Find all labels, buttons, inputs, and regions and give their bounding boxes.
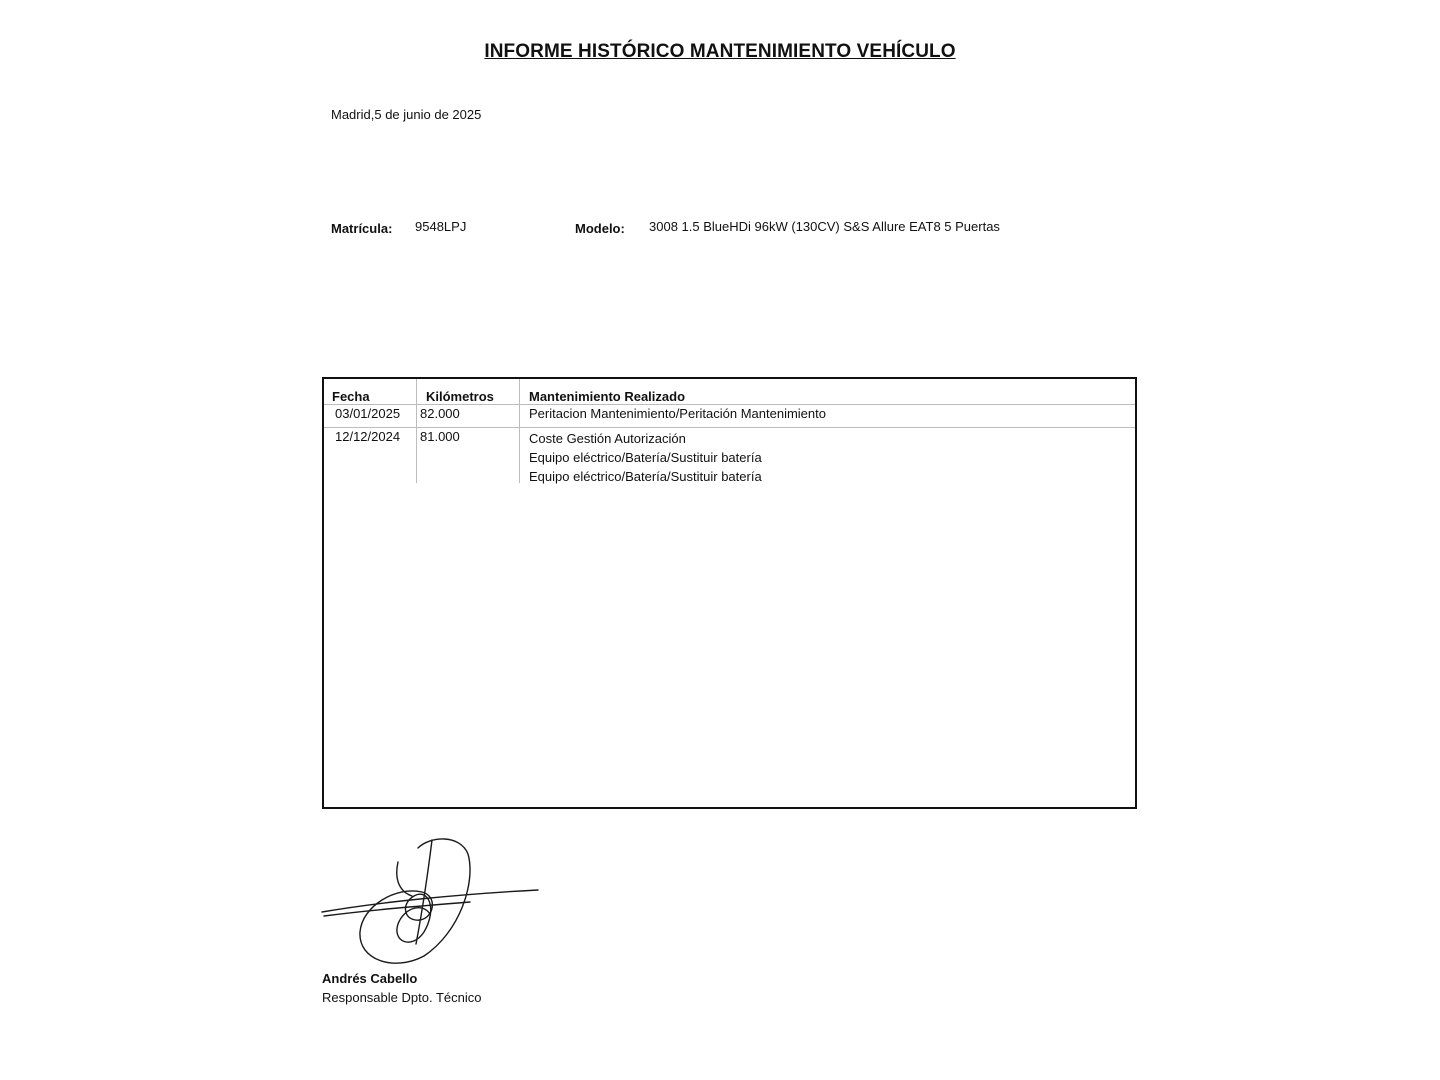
maintenance-table — [322, 377, 1137, 809]
plate-label: Matrícula: — [331, 221, 393, 236]
row-divider — [324, 427, 1135, 428]
signature-stroke — [360, 839, 470, 963]
row-work-item: Coste Gestión Autorización — [529, 431, 686, 446]
column-divider — [519, 379, 520, 483]
report-title: INFORME HISTÓRICO MANTENIMIENTO VEHÍCULO — [484, 41, 956, 62]
signer-role: Responsable Dpto. Técnico — [322, 990, 482, 1005]
row-km: 81.000 — [420, 429, 460, 444]
signer-name: Andrés Cabello — [322, 971, 418, 986]
row-work-item: Equipo eléctrico/Batería/Sustituir batería — [529, 469, 762, 484]
row-work-item: Equipo eléctrico/Batería/Sustituir batería — [529, 450, 762, 465]
header-km: Kilómetros — [426, 389, 494, 404]
row-work-item: Peritacion Mantenimiento/Peritación Mantenimiento — [529, 406, 826, 421]
signature-stroke — [322, 890, 538, 912]
report-date: Madrid,5 de junio de 2025 — [331, 107, 482, 122]
plate-value: 9548LPJ — [415, 219, 467, 234]
signature-stroke — [324, 902, 470, 916]
header-work: Mantenimiento Realizado — [529, 389, 686, 404]
header-date: Fecha — [332, 389, 370, 404]
header-divider — [324, 404, 1135, 405]
column-divider — [416, 379, 417, 483]
model-value: 3008 1.5 BlueHDi 96kW (130CV) S&S Allure EAT8 5 Puertas — [649, 219, 1000, 234]
model-label: Modelo: — [575, 221, 625, 236]
handwritten-signature — [320, 832, 540, 967]
row-date: 12/12/2024 — [335, 429, 401, 444]
row-date: 03/01/2025 — [335, 406, 401, 421]
row-km: 82.000 — [420, 406, 460, 421]
